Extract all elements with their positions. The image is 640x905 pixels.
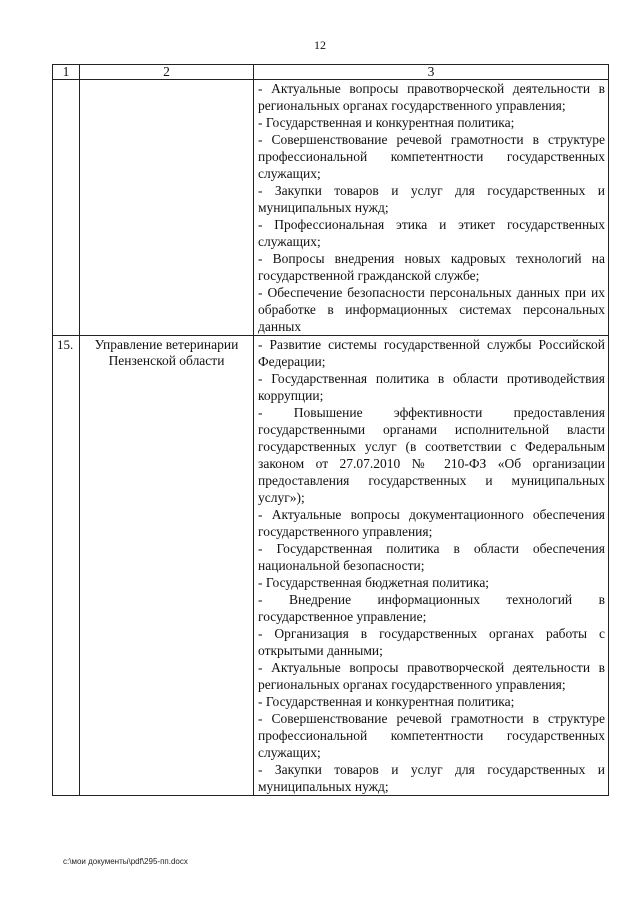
row-organization: Управление ветеринарии Пензенской области [80, 336, 254, 796]
topic-item: - Совершенствование речевой грамотности в структуре профессиональной компетентности государственных служащих; [258, 132, 605, 181]
topic-item: - Повышение эффективности предоставления государственными органами исполнительной власти государственных услуг (в соответствии с Федеральным законом от 27.07.2010 № 210-ФЗ «Об организации предоставления государственных и муниципальных услуг»); [258, 405, 605, 505]
topic-item: - Государственная бюджетная политика; [258, 575, 490, 590]
table-row-15 [53, 336, 609, 796]
topic-item: - Организация в государственных органах работы с открытыми данными; [258, 626, 605, 658]
topic-item: - Актуальные вопросы правотворческой деятельности в региональных органах государственного управления; [258, 81, 605, 113]
topic-item: - Обеспечение безопасности персональных данных при их обработке в информационных системах персональных данных [258, 285, 605, 334]
table-header-row [53, 65, 609, 80]
topic-item: - Профессиональная этика и этикет государственных служащих; [258, 217, 605, 249]
topic-item: - Актуальные вопросы документационного обеспечения государственного управления; [258, 507, 605, 539]
topic-item: - Закупки товаров и услуг для государственных и муниципальных нужд; [258, 183, 605, 215]
topic-item: - Вопросы внедрения новых кадровых технологий на государственной гражданской службе; [258, 251, 605, 283]
topic-item: - Государственная политика в области противодействия коррупции; [258, 371, 605, 403]
topic-item: - Государственная и конкурентная политика; [258, 115, 515, 130]
header-col-1: 1 [53, 65, 80, 80]
header-col-2: 2 [80, 65, 254, 80]
topic-item: - Государственная политика в области обеспечения национальной безопасности; [258, 541, 605, 573]
row-number [53, 80, 80, 336]
topic-item: - Закупки товаров и услуг для государственных и муниципальных нужд; [258, 762, 605, 794]
document-file-path: c:\мои документы\pdf\295-пп.docx [63, 857, 188, 866]
row-organization [80, 80, 254, 336]
row-number: 15. [53, 336, 80, 796]
topic-item: - Развитие системы государственной службы Российской Федерации; [258, 337, 605, 369]
topic-item: - Государственная и конкурентная политика; [258, 694, 515, 709]
topic-item: - Совершенствование речевой грамотности в структуре профессиональной компетентности государственных служащих; [258, 711, 605, 760]
row-topics [254, 336, 609, 796]
header-col-3: 3 [254, 65, 609, 80]
row-topics [254, 80, 609, 336]
training-topics-table [52, 64, 609, 796]
topic-item: - Внедрение информационных технологий в государственное управление; [258, 592, 605, 624]
page-number: 12 [314, 38, 326, 52]
table-row-continued [53, 80, 609, 336]
topic-item: - Актуальные вопросы правотворческой деятельности в региональных органах государственного управления; [258, 660, 605, 692]
